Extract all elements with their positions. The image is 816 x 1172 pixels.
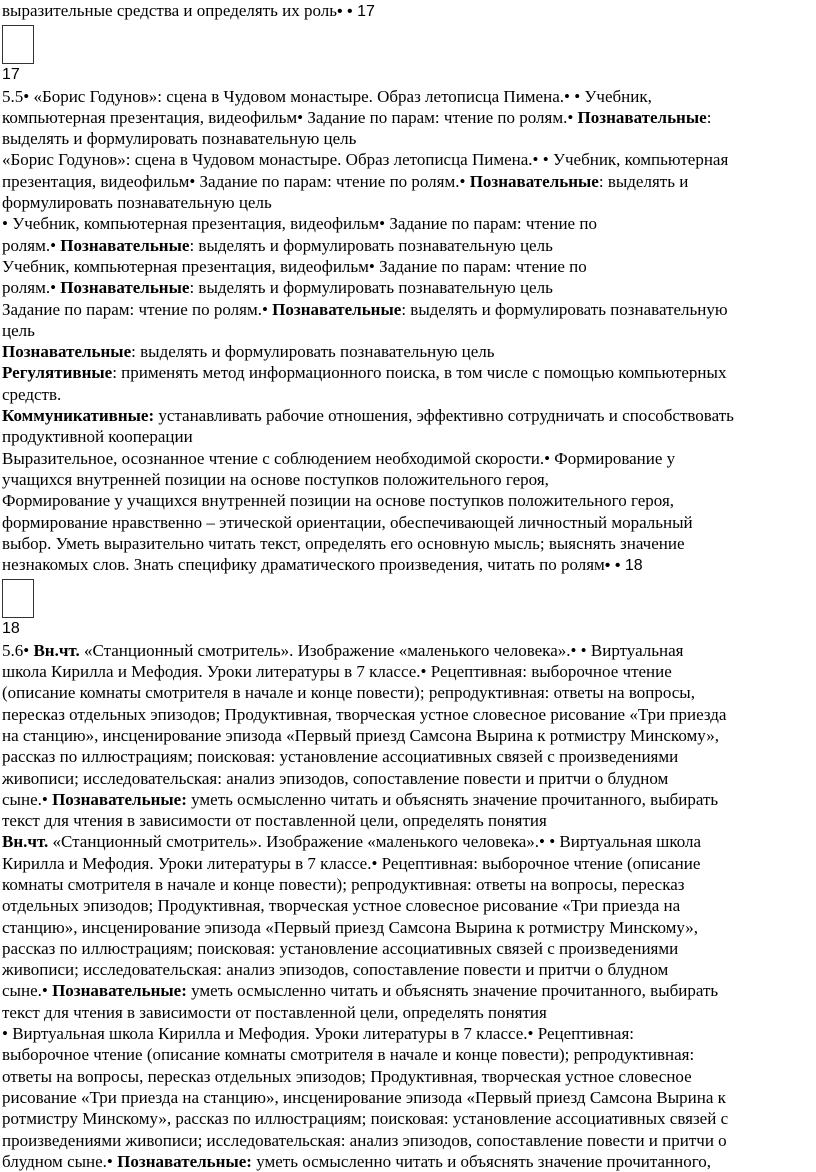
text-line: текст для чтения в зависимости от поставленной цели, определять понятия (2, 811, 547, 831)
text-line: продуктивной кооперации (2, 427, 193, 447)
text-line: живописи; исследовательская: анализ эпизодов, сопоставление повести и притчи о блудном (2, 768, 669, 788)
text-line: живописи; исследовательская: анализ эпизодов, сопоставление повести и притчи о блудном (2, 960, 669, 980)
text-line: формирование нравственно – этической ориентации, обеспечивающей личностный моральный (2, 512, 693, 532)
text-line: Регулятивные: применять метод информационного поиска, в том числе с помощью компьютерных (2, 363, 727, 383)
text-line: станцию», инсценирование эпизода «Первый приезд Самсона Вырина к ротмистру Минскому», (2, 917, 699, 937)
text-line: блудном сыне.• Познавательные: уметь осмысленно читать и объяснять значение прочитанного, (2, 1151, 712, 1171)
text-line: цель (2, 320, 35, 340)
text-line: 5.6• Вн.чт. «Станционный смотритель». Изображение «маленького человека».• • Виртуальная (2, 640, 684, 660)
text-line: Кирилла и Мефодия. Уроки литературы в 7 классе.• Рецептивная: выборочное чтение (описание (2, 853, 701, 873)
text-line: рассказ по иллюстрациям; поисковая: установление ассоциативных связей с произведениями (2, 938, 679, 958)
text-line: текст для чтения в зависимости от поставленной цели, определять понятия (2, 1002, 547, 1022)
text-line: незнакомых слов. Знать специфику драматического произведения, читать по ролям• • 18 (2, 555, 643, 575)
text-line: школа Кирилла и Мефодия. Уроки литературы в 7 классе.• Рецептивная: выборочное чтение (2, 662, 672, 682)
text-line: пересказ отдельных эпизодов; Продуктивная, творческая устное словесное рисование «Три приезда (2, 704, 727, 724)
text-line: ротмистру Минскому», рассказ по иллюстрациям; поисковая: установление ассоциативных связей с (2, 1109, 729, 1129)
text-line: • Учебник, компьютерная презентация, видеофильм• Задание по парам: чтение по (2, 214, 597, 234)
page-number: 18 (2, 620, 20, 638)
text-line: сыне.• Познавательные: уметь осмысленно читать и объяснять значение прочитанного, выбирать (2, 981, 719, 1001)
text-line: ролям.• Познавательные: выделять и формулировать познавательную цель (2, 235, 553, 255)
text-line: комнаты смотрителя в начале и конце повести); репродуктивная: ответы на вопросы, пересказ (2, 874, 685, 894)
text-line: Познавательные: выделять и формулировать познавательную цель (2, 342, 495, 362)
text-line: презентация, видеофильм• Задание по парам: чтение по ролям.• Познавательные: выделять и (2, 171, 689, 191)
page-marker-box (2, 25, 34, 64)
text-line: компьютерная презентация, видеофильм• Задание по парам: чтение по ролям.• Познавательные: (2, 107, 712, 127)
text-line: выделять и формулировать познавательную цель (2, 129, 357, 149)
text-line: Выразительное, осознанное чтение с соблюдением необходимой скорости.• Формирование у (2, 448, 676, 468)
text-line: формулировать познавательную цель (2, 193, 272, 213)
page-number: 17 (2, 66, 20, 84)
text-line: Задание по парам: чтение по ролям.• Познавательные: выделять и формулировать познавательную (2, 299, 728, 319)
text-line: Учебник, компьютерная презентация, видеофильм• Задание по парам: чтение по (2, 256, 587, 276)
text-line: произведениями живописи; исследовательская: анализ эпизодов, сопоставление повести и притчи о (2, 1130, 727, 1150)
text-line: учащихся внутренней позиции на основе поступков положительного героя, (2, 469, 549, 489)
text-line: Формирование у учащихся внутренней позиции на основе поступков положительного героя, (2, 491, 675, 511)
text-line: рассказ по иллюстрациям; поисковая: установление ассоциативных связей с произведениями (2, 747, 679, 767)
text-line: ролям.• Познавательные: выделять и формулировать познавательную цель (2, 278, 553, 298)
text-line: на станцию», инсценирование эпизода «Первый приезд Самсона Вырина к ротмистру Минскому», (2, 725, 719, 745)
text-line: выразительные средства и определять их роль• • 17 (2, 1, 375, 20)
text-line: отдельных эпизодов; Продуктивная, творческая устное словесное рисование «Три приезда на (2, 896, 681, 916)
text-line: • Виртуальная школа Кирилла и Мефодия. Уроки литературы в 7 классе.• Рецептивная: (2, 1024, 635, 1044)
page-marker-box (2, 579, 34, 618)
text-line: Коммуникативные: устанавливать рабочие отношения, эффективно сотрудничать и способствовать (2, 406, 734, 426)
text-line: сыне.• Познавательные: уметь осмысленно читать и объяснять значение прочитанного, выбирать (2, 789, 719, 809)
text-line: выборочное чтение (описание комнаты смотрителя в начале и конце повести); репродуктивная: (2, 1045, 695, 1065)
text-line: рисование «Три приезда на станцию», инсценирование эпизода «Первый приезд Самсона Вырина к (2, 1087, 726, 1107)
text-line: (описание комнаты смотрителя в начале и конце повести); репродуктивная: ответы на вопросы, (2, 683, 695, 703)
text-line: выбор. Уметь выразительно читать текст, определять его основную мысль; выяснять значение (2, 533, 685, 553)
text-line: Вн.чт. «Станционный смотритель». Изображение «маленького человека».• • Виртуальная школа (2, 832, 702, 852)
text-line: ответы на вопросы, пересказ отдельных эпизодов; Продуктивная, творческая устное словесное (2, 1066, 692, 1086)
text-line: «Борис Годунов»: сцена в Чудовом монастыре. Образ летописца Пимена.• • Учебник, компьютерная (2, 150, 729, 170)
text-line: 5.5• «Борис Годунов»: сцена в Чудовом монастыре. Образ летописца Пимена.• • Учебник, (2, 86, 652, 106)
text-line: средств. (2, 384, 62, 404)
